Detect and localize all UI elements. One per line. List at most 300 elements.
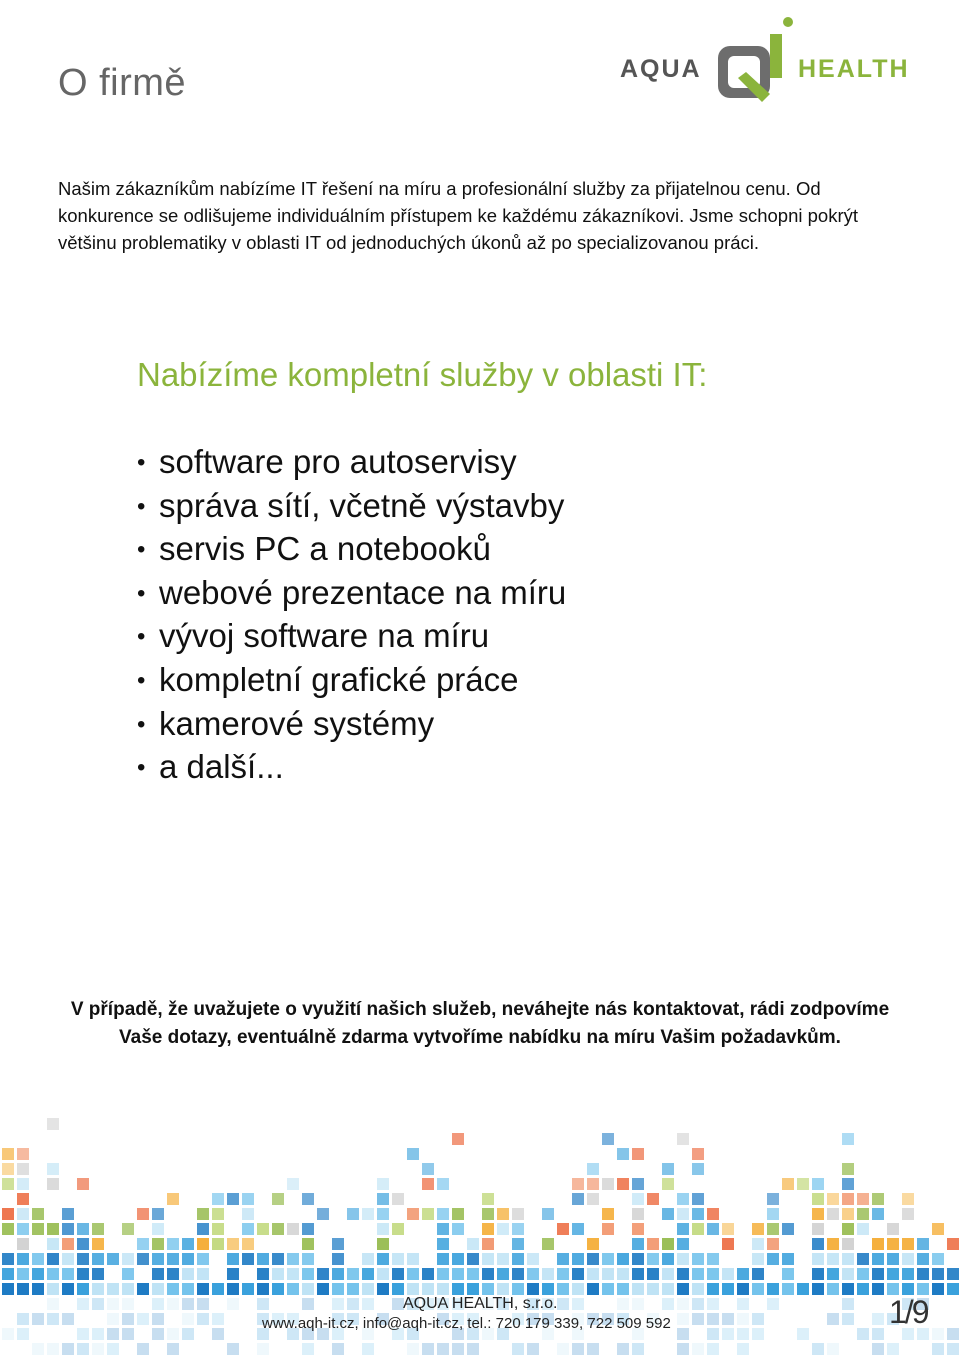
mosaic-square (47, 1253, 59, 1265)
mosaic-square (452, 1343, 464, 1355)
logo-text-left: AQUA (620, 55, 702, 83)
mosaic-square (692, 1193, 704, 1205)
mosaic-square (737, 1283, 749, 1295)
mosaic-square (227, 1283, 239, 1295)
mosaic-square (857, 1328, 869, 1340)
mosaic-square (557, 1343, 569, 1355)
mosaic-square (122, 1283, 134, 1295)
mosaic-square (752, 1253, 764, 1265)
service-item-label: kamerové systémy (159, 704, 435, 742)
mosaic-square (152, 1253, 164, 1265)
mosaic-square (17, 1238, 29, 1250)
mosaic-square (752, 1283, 764, 1295)
bullet-icon: • (137, 710, 146, 738)
mosaic-square (92, 1223, 104, 1235)
mosaic-square (32, 1343, 44, 1355)
mosaic-square (857, 1193, 869, 1205)
mosaic-square (512, 1283, 524, 1295)
mosaic-square (2, 1253, 14, 1265)
mosaic-square (2, 1148, 14, 1160)
mosaic-square (182, 1238, 194, 1250)
mosaic-square (542, 1283, 554, 1295)
mosaic-square (932, 1328, 944, 1340)
mosaic-square (47, 1223, 59, 1235)
mosaic-square (422, 1208, 434, 1220)
service-item (137, 703, 566, 747)
logo-emblem-icon (718, 17, 793, 102)
mosaic-square (47, 1178, 59, 1190)
mosaic-square (77, 1268, 89, 1280)
mosaic-square (707, 1313, 719, 1325)
mosaic-square (497, 1223, 509, 1235)
mosaic-square (32, 1268, 44, 1280)
mosaic-square (587, 1283, 599, 1295)
mosaic-square (362, 1253, 374, 1265)
mosaic-square (692, 1223, 704, 1235)
mosaic-square (632, 1343, 644, 1355)
mosaic-square (572, 1223, 584, 1235)
mosaic-square (17, 1148, 29, 1160)
mosaic-square (62, 1238, 74, 1250)
mosaic-square (92, 1328, 104, 1340)
mosaic-square (947, 1268, 959, 1280)
mosaic-square (317, 1283, 329, 1295)
mosaic-square (482, 1253, 494, 1265)
mosaic-square (812, 1283, 824, 1295)
mosaic-square (827, 1253, 839, 1265)
mosaic-square (677, 1298, 689, 1310)
mosaic-square (467, 1343, 479, 1355)
mosaic-square (842, 1238, 854, 1250)
mosaic-square (62, 1253, 74, 1265)
mosaic-square (287, 1283, 299, 1295)
mosaic-square (392, 1223, 404, 1235)
mosaic-square (212, 1208, 224, 1220)
mosaic-square (707, 1283, 719, 1295)
mosaic-square (152, 1298, 164, 1310)
mosaic-square (452, 1208, 464, 1220)
mosaic-square (77, 1283, 89, 1295)
intro-section (58, 175, 908, 256)
mosaic-square (2, 1283, 14, 1295)
mosaic-square (692, 1268, 704, 1280)
mosaic-square (512, 1208, 524, 1220)
mosaic-square (632, 1238, 644, 1250)
mosaic-square (452, 1223, 464, 1235)
mosaic-square (722, 1313, 734, 1325)
mosaic-square (737, 1268, 749, 1280)
mosaic-square (77, 1343, 89, 1355)
mosaic-square (377, 1178, 389, 1190)
mosaic-square (572, 1253, 584, 1265)
mosaic-square (587, 1178, 599, 1190)
mosaic-square (767, 1223, 779, 1235)
mosaic-square (842, 1313, 854, 1325)
mosaic-square (617, 1268, 629, 1280)
mosaic-square (17, 1328, 29, 1340)
mosaic-square (482, 1283, 494, 1295)
mosaic-square (722, 1238, 734, 1250)
mosaic-square (392, 1253, 404, 1265)
mosaic-square (512, 1343, 524, 1355)
mosaic-square (62, 1313, 74, 1325)
mosaic-square (662, 1208, 674, 1220)
mosaic-square (437, 1268, 449, 1280)
mosaic-square (77, 1298, 89, 1310)
mosaic-square (122, 1223, 134, 1235)
mosaic-square (437, 1178, 449, 1190)
mosaic-square (467, 1283, 479, 1295)
mosaic-square (677, 1343, 689, 1355)
mosaic-square (692, 1298, 704, 1310)
mosaic-square (917, 1268, 929, 1280)
mosaic-square (497, 1253, 509, 1265)
mosaic-square (332, 1268, 344, 1280)
mosaic-square (692, 1208, 704, 1220)
mosaic-square (842, 1178, 854, 1190)
mosaic-square (842, 1193, 854, 1205)
mosaic-square (257, 1283, 269, 1295)
mosaic-square (107, 1343, 119, 1355)
mosaic-square (92, 1238, 104, 1250)
mosaic-square (947, 1343, 959, 1355)
mosaic-square (2, 1163, 14, 1175)
mosaic-square (62, 1283, 74, 1295)
mosaic-square (887, 1238, 899, 1250)
mosaic-square (572, 1178, 584, 1190)
mosaic-square (317, 1268, 329, 1280)
mosaic-square (737, 1343, 749, 1355)
mosaic-square (542, 1208, 554, 1220)
mosaic-square (212, 1328, 224, 1340)
mosaic-square (647, 1283, 659, 1295)
mosaic-square (122, 1313, 134, 1325)
mosaic-square (812, 1268, 824, 1280)
mosaic-square (287, 1268, 299, 1280)
mosaic-square (497, 1208, 509, 1220)
mosaic-square (62, 1223, 74, 1235)
mosaic-square (947, 1238, 959, 1250)
mosaic-square (647, 1193, 659, 1205)
mosaic-square (497, 1283, 509, 1295)
mosaic-square (332, 1238, 344, 1250)
footer-contacts: www.aqh-it.cz, info@aqh-it.cz, tel.: 720 179 339, 722 509 592 (262, 1315, 671, 1332)
mosaic-square (947, 1328, 959, 1340)
mosaic-square (302, 1193, 314, 1205)
mosaic-square (632, 1178, 644, 1190)
mosaic-square (137, 1313, 149, 1325)
service-item-label: webové prezentace na míru (159, 573, 567, 611)
logo-text-right: HEALTH (798, 55, 910, 83)
mosaic-square (377, 1208, 389, 1220)
mosaic-square (782, 1223, 794, 1235)
mosaic-square (302, 1298, 314, 1310)
mosaic-square (107, 1253, 119, 1265)
service-item-label: správa sítí, včetně výstavby (159, 486, 565, 524)
mosaic-square (797, 1328, 809, 1340)
mosaic-square (947, 1283, 959, 1295)
mosaic-square (107, 1313, 119, 1325)
mosaic-square (797, 1283, 809, 1295)
mosaic-square (137, 1283, 149, 1295)
mosaic-square (227, 1298, 239, 1310)
mosaic-square (812, 1238, 824, 1250)
mosaic-square (752, 1268, 764, 1280)
mosaic-square (92, 1298, 104, 1310)
mosaic-square (542, 1268, 554, 1280)
mosaic-square (227, 1253, 239, 1265)
mosaic-square (902, 1193, 914, 1205)
mosaic-square (212, 1283, 224, 1295)
service-item-label: a další... (159, 748, 284, 786)
mosaic-square (242, 1223, 254, 1235)
mosaic-square (392, 1268, 404, 1280)
mosaic-square (587, 1253, 599, 1265)
mosaic-square (77, 1253, 89, 1265)
mosaic-square (662, 1238, 674, 1250)
mosaic-square (17, 1163, 29, 1175)
mosaic-square (917, 1253, 929, 1265)
mosaic-square (257, 1223, 269, 1235)
mosaic-square (842, 1208, 854, 1220)
mosaic-square (467, 1253, 479, 1265)
mosaic-square (257, 1253, 269, 1265)
page-title: O firmě (58, 62, 187, 104)
mosaic-square (827, 1313, 839, 1325)
mosaic-square (197, 1268, 209, 1280)
mosaic-square (122, 1268, 134, 1280)
mosaic-square (602, 1253, 614, 1265)
mosaic-square (767, 1193, 779, 1205)
mosaic-square (902, 1253, 914, 1265)
mosaic-square (287, 1178, 299, 1190)
mosaic-square (17, 1178, 29, 1190)
mosaic-square (602, 1223, 614, 1235)
mosaic-square (827, 1193, 839, 1205)
mosaic-square (632, 1193, 644, 1205)
mosaic-square (557, 1223, 569, 1235)
mosaic-square (452, 1133, 464, 1145)
services-heading: Nabízíme kompletní služby v oblasti IT: (137, 356, 708, 393)
company-logo (620, 14, 920, 106)
mosaic-square (257, 1298, 269, 1310)
mosaic-square (632, 1208, 644, 1220)
mosaic-square (32, 1313, 44, 1325)
mosaic-square (692, 1163, 704, 1175)
mosaic-square (617, 1148, 629, 1160)
mosaic-square (767, 1298, 779, 1310)
mosaic-square (242, 1208, 254, 1220)
mosaic-square (857, 1268, 869, 1280)
mosaic-square (587, 1238, 599, 1250)
mosaic-square (167, 1268, 179, 1280)
mosaic-square (377, 1268, 389, 1280)
mosaic-square (377, 1238, 389, 1250)
mosaic-square (302, 1343, 314, 1355)
mosaic-square (662, 1163, 674, 1175)
mosaic-square (167, 1343, 179, 1355)
bullet-icon: • (137, 623, 146, 651)
mosaic-square (17, 1253, 29, 1265)
mosaic-square (617, 1178, 629, 1190)
mosaic-square (707, 1268, 719, 1280)
mosaic-square (602, 1208, 614, 1220)
mosaic-square (767, 1283, 779, 1295)
mosaic-square (467, 1238, 479, 1250)
services-list (137, 441, 566, 790)
mosaic-square (482, 1208, 494, 1220)
mosaic-square (677, 1328, 689, 1340)
mosaic-square (857, 1283, 869, 1295)
mosaic-square (707, 1343, 719, 1355)
mosaic-square (677, 1253, 689, 1265)
mosaic-square (77, 1328, 89, 1340)
mosaic-square (932, 1253, 944, 1265)
mosaic-square (842, 1283, 854, 1295)
mosaic-square (602, 1283, 614, 1295)
mosaic-square (482, 1268, 494, 1280)
mosaic-square (182, 1253, 194, 1265)
mosaic-square (707, 1298, 719, 1310)
mosaic-square (152, 1223, 164, 1235)
service-item (137, 572, 566, 616)
mosaic-square (212, 1313, 224, 1325)
mosaic-square (722, 1223, 734, 1235)
mosaic-square (2, 1328, 14, 1340)
mosaic-square (797, 1178, 809, 1190)
mosaic-square (332, 1343, 344, 1355)
mosaic-square (872, 1283, 884, 1295)
mosaic-square (632, 1268, 644, 1280)
mosaic-square (872, 1208, 884, 1220)
contact-text: V případě, že uvažujete o využití našich služeb, neváhejte nás kontaktovat, rádi zodpovíme Vaše dotazy, eventuálně zdarma vytvoříme nabídku na míru Vašim požadavkům. (70, 999, 890, 1048)
mosaic-square (92, 1343, 104, 1355)
service-item (137, 485, 566, 529)
mosaic-square (572, 1193, 584, 1205)
mosaic-square (512, 1238, 524, 1250)
mosaic-square (17, 1193, 29, 1205)
mosaic-square (632, 1298, 644, 1310)
mosaic-square (692, 1148, 704, 1160)
mosaic-square (227, 1193, 239, 1205)
mosaic-square (152, 1313, 164, 1325)
mosaic-square (347, 1283, 359, 1295)
mosaic-square (707, 1208, 719, 1220)
bullet-icon: • (137, 754, 146, 782)
mosaic-square (272, 1268, 284, 1280)
mosaic-square (722, 1268, 734, 1280)
mosaic-square (197, 1223, 209, 1235)
mosaic-square (782, 1178, 794, 1190)
mosaic-square (452, 1253, 464, 1265)
mosaic-square (662, 1253, 674, 1265)
mosaic-square (62, 1343, 74, 1355)
mosaic-square (407, 1148, 419, 1160)
mosaic-square (182, 1268, 194, 1280)
mosaic-square (167, 1283, 179, 1295)
mosaic-square (572, 1298, 584, 1310)
mosaic-square (632, 1148, 644, 1160)
mosaic-square (932, 1343, 944, 1355)
mosaic-square (812, 1343, 824, 1355)
mosaic-square (812, 1178, 824, 1190)
mosaic-square (182, 1298, 194, 1310)
service-item-label: servis PC a notebooků (159, 530, 492, 568)
mosaic-square (302, 1253, 314, 1265)
mosaic-square (902, 1268, 914, 1280)
mosaic-square (587, 1193, 599, 1205)
mosaic-square (167, 1298, 179, 1310)
mosaic-square (677, 1268, 689, 1280)
mosaic-square (557, 1253, 569, 1265)
mosaic-square (557, 1298, 569, 1310)
mosaic-square (572, 1343, 584, 1355)
mosaic-square (842, 1253, 854, 1265)
mosaic-square (677, 1313, 689, 1325)
mosaic-square (227, 1268, 239, 1280)
mosaic-square (677, 1208, 689, 1220)
mosaic-square (77, 1178, 89, 1190)
mosaic-square (782, 1268, 794, 1280)
mosaic-square (572, 1268, 584, 1280)
mosaic-square (827, 1268, 839, 1280)
bullet-icon: • (137, 492, 146, 520)
mosaic-square (2, 1208, 14, 1220)
mosaic-square (47, 1313, 59, 1325)
mosaic-square (377, 1283, 389, 1295)
mosaic-square (842, 1223, 854, 1235)
mosaic-square (872, 1343, 884, 1355)
mosaic-square (107, 1283, 119, 1295)
mosaic-square (227, 1343, 239, 1355)
mosaic-square (812, 1208, 824, 1220)
mosaic-square (272, 1283, 284, 1295)
mosaic-square (707, 1253, 719, 1265)
mosaic-square (17, 1313, 29, 1325)
mosaic-square (602, 1268, 614, 1280)
mosaic-square (362, 1298, 374, 1310)
mosaic-square (827, 1283, 839, 1295)
mosaic-square (872, 1328, 884, 1340)
mosaic-square (407, 1283, 419, 1295)
mosaic-square (212, 1193, 224, 1205)
mosaic-square (482, 1223, 494, 1235)
mosaic-square (137, 1253, 149, 1265)
mosaic-square (362, 1208, 374, 1220)
mosaic-square (332, 1298, 344, 1310)
mosaic-square (197, 1313, 209, 1325)
mosaic-square (437, 1343, 449, 1355)
mosaic-square (407, 1268, 419, 1280)
mosaic-square (332, 1283, 344, 1295)
mosaic-square (827, 1238, 839, 1250)
mosaic-square (812, 1253, 824, 1265)
mosaic-square (257, 1343, 269, 1355)
mosaic-square (692, 1283, 704, 1295)
mosaic-square (752, 1313, 764, 1325)
mosaic-square (122, 1328, 134, 1340)
mosaic-square (512, 1268, 524, 1280)
mosaic-square (782, 1283, 794, 1295)
mosaic-square (677, 1238, 689, 1250)
mosaic-square (542, 1238, 554, 1250)
mosaic-square (272, 1193, 284, 1205)
mosaic-square (17, 1283, 29, 1295)
mosaic-square (842, 1163, 854, 1175)
mosaic-square (32, 1283, 44, 1295)
mosaic-square (677, 1283, 689, 1295)
mosaic-square (677, 1223, 689, 1235)
